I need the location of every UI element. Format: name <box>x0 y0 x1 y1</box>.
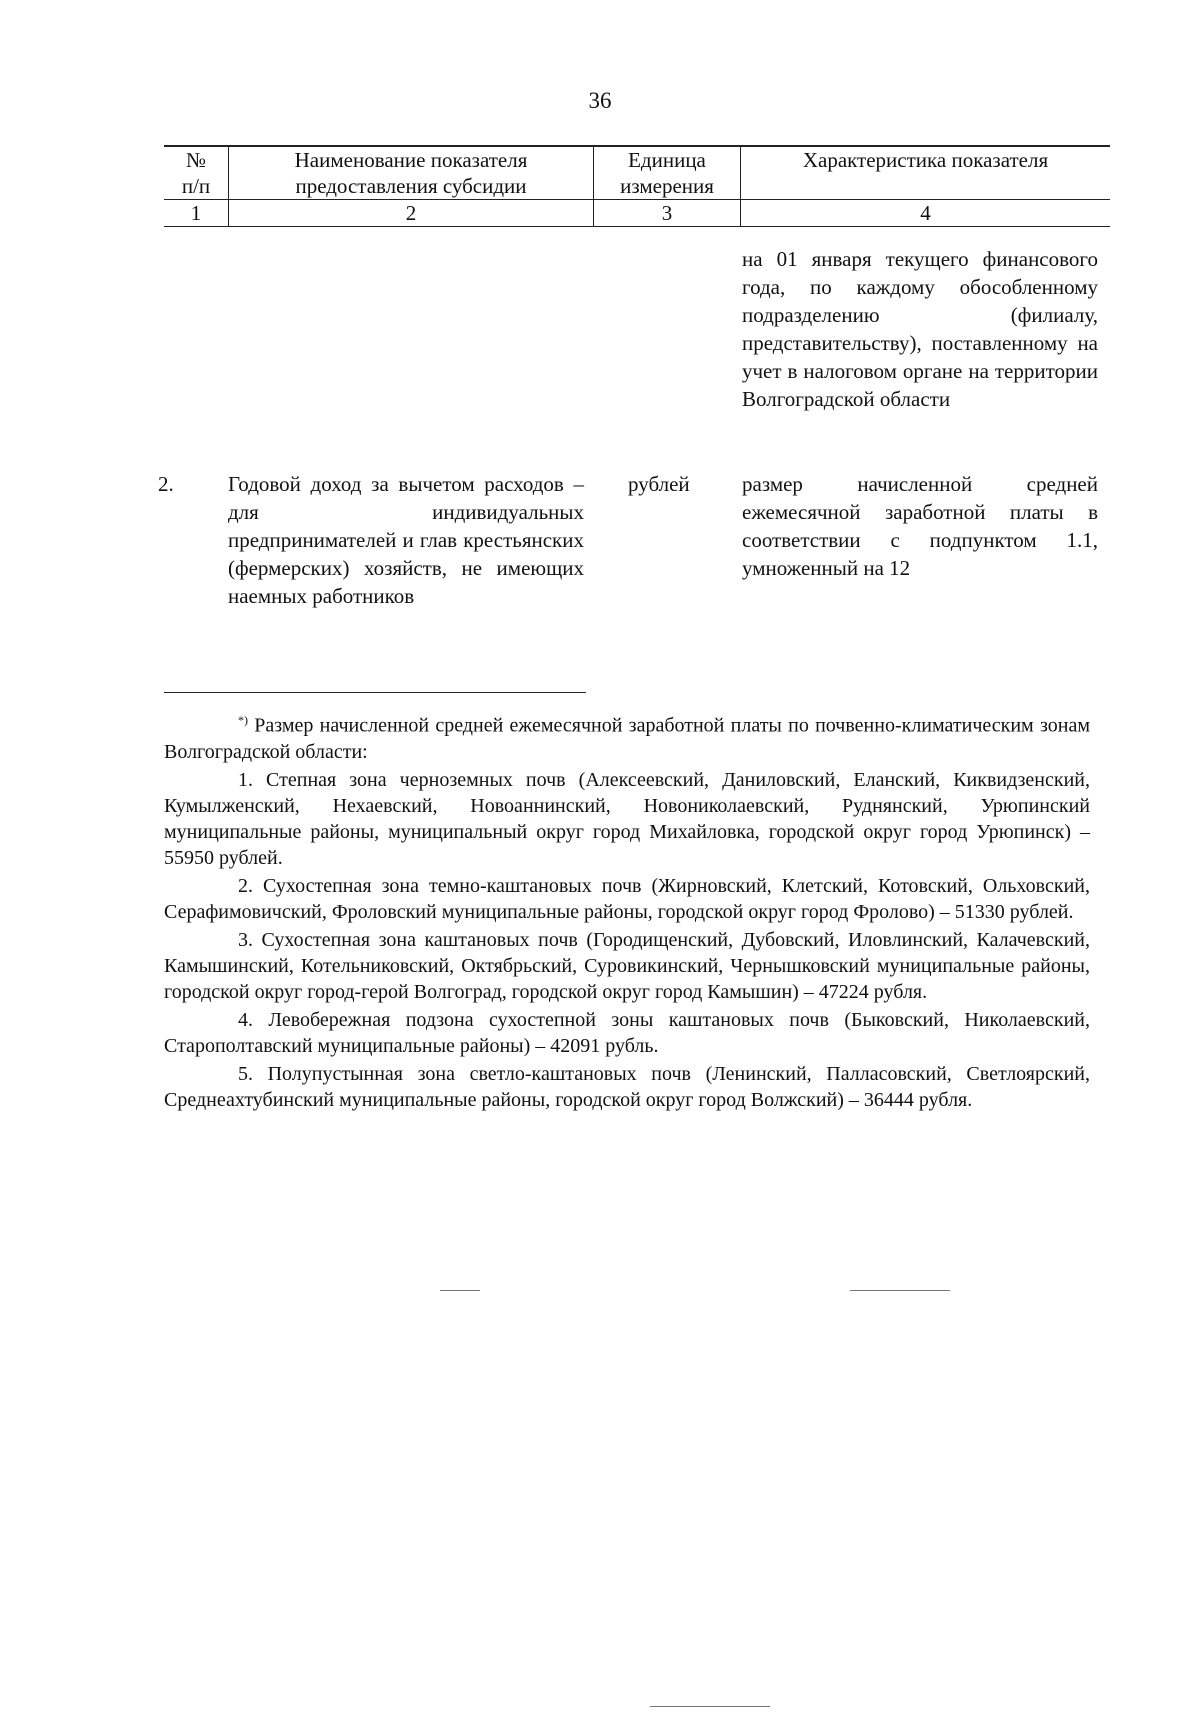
header-unit-line2: измерения <box>620 174 714 198</box>
header-characteristic-text: Характеристика показателя <box>802 148 1049 172</box>
column-number-3: 3 <box>594 200 741 227</box>
column-number-4: 4 <box>741 200 1111 227</box>
footnote-item-5: 5. Полупустынная зона светло-каштановых почв (Ленинский, Палласовский, Светлоярский, Среднеахтубинский муниципальные районы, городской округ город Волжский) – 36444 рубля. <box>164 1062 1090 1111</box>
footnote-item-4: 4. Левобережная подзона сухостепной зоны каштановых почв (Быковский, Николаевский, Старополтавский муниципальные районы) – 42091 рубль. <box>164 1008 1090 1057</box>
footnote-intro-text: Размер начисленной средней ежемесячной заработной платы по почвенно-климатическим зонам Волгоградской области: <box>164 714 1090 763</box>
header-unit-line1: Единица <box>628 148 706 172</box>
table-header-row <box>164 146 1110 200</box>
footnote-item-1: 1. Степная зона черноземных почв (Алексеевский, Даниловский, Еланский, Киквидзенский, Кумылженский, Нехаевский, Новоаннинский, Новониколаевский, Руднянский, Урюпинский муниципальные районы, муниципальный округ город Михайловка, городской округ город Урюпинск) – 55950 рублей. <box>164 768 1090 869</box>
row-2-characteristic: размер начисленной средней ежемесячной заработной платы в соответствии с подпунктом 1.1, умноженный на 12 <box>742 472 1098 580</box>
indicator-table <box>164 145 1110 227</box>
row-2-unit: рублей <box>628 472 690 496</box>
column-number-row <box>164 200 1110 227</box>
footnote-intro <box>164 707 1090 765</box>
scan-artifact <box>650 1706 770 1707</box>
row-2-number: 2. <box>158 472 174 496</box>
footnote-marker: *) <box>238 713 248 727</box>
scan-artifact <box>440 1290 480 1291</box>
row-2-name: Годовой доход за вычетом расходов – для индивидуальных предпринимателей и глав крестьянских (фермерских) хозяйств, не имеющих наемных работников <box>228 472 584 608</box>
footnotes <box>164 707 1090 1115</box>
header-number-line2: п/п <box>181 174 211 198</box>
column-number-1: 1 <box>164 200 229 227</box>
header-number-line1: № <box>185 148 207 172</box>
header-name-line1: Наименование показателя <box>294 148 528 172</box>
header-name <box>229 146 594 200</box>
footnote-item-3: 3. Сухостепная зона каштановых почв (Городищенский, Дубовский, Иловлинский, Калачевский, Камышинский, Котельниковский, Октябрьский, Суровикинский, Чернышковский муниципальные районы, городской округ город-герой Волгоград, городской округ город Камышин) – 47224 рубля. <box>164 928 1090 1003</box>
column-number-2: 2 <box>229 200 594 227</box>
scan-artifact <box>850 1290 950 1291</box>
header-characteristic <box>741 146 1111 200</box>
footnote-separator <box>164 692 586 693</box>
header-unit <box>594 146 741 200</box>
characteristic-continuation: на 01 января текущего финансового года, по каждому обособленному подразделению (филиалу, представительству), поставленному на учет в налоговом органе на территории Волгоградской области <box>742 247 1098 411</box>
page-number: 36 <box>588 88 612 113</box>
header-name-line2: предоставления субсидии <box>295 174 527 198</box>
footnote-item-2: 2. Сухостепная зона темно-каштановых почв (Жирновский, Клетский, Котовский, Ольховский, Серафимовичский, Фроловский муниципальные районы, городской округ город Фролово) – 51330 рублей. <box>164 874 1090 923</box>
header-number <box>164 146 229 200</box>
